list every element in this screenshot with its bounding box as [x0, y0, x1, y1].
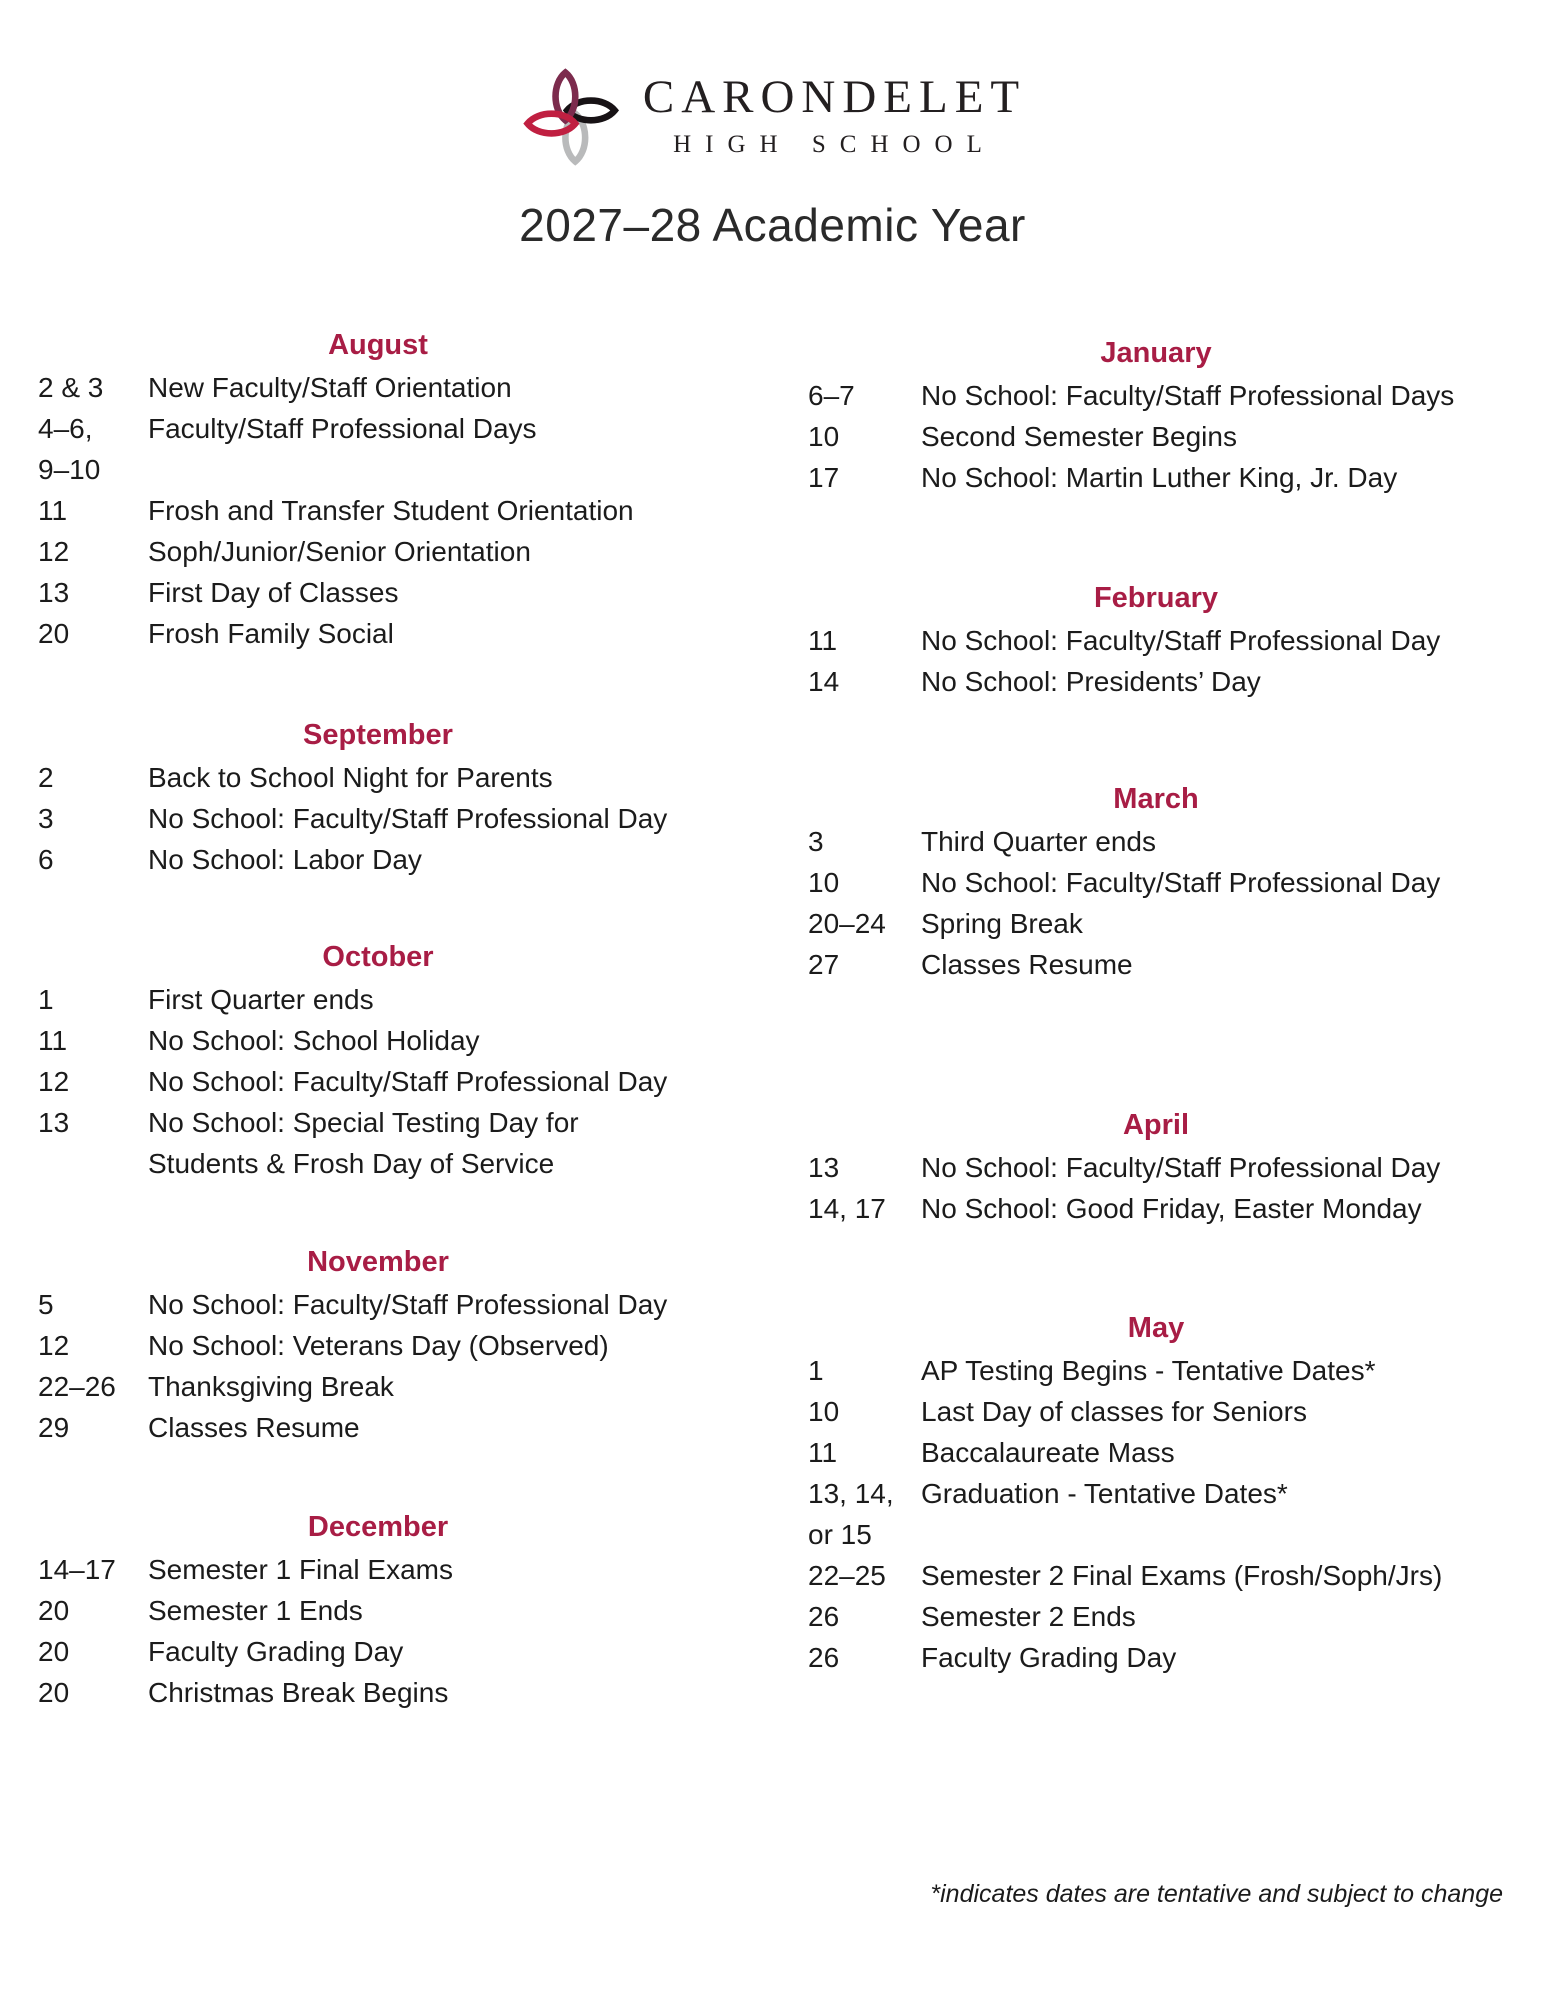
event-date: 1	[808, 1355, 824, 1386]
event-date: 10	[808, 867, 840, 898]
month-heading: November	[307, 1246, 449, 1278]
event-row	[38, 842, 678, 883]
event-row	[38, 1328, 678, 1369]
month-january	[808, 336, 1518, 501]
event-label: No School: Good Friday, Easter Monday	[921, 1193, 1422, 1224]
event-date: 27	[808, 949, 840, 980]
event-date: 26	[808, 1601, 840, 1632]
month-february	[808, 581, 1518, 705]
event-label: No School: Faculty/Staff Professional Day	[148, 1066, 668, 1097]
event-label: No School: Faculty/Staff Professional Day	[148, 1289, 668, 1320]
event-date: 3	[808, 826, 824, 857]
event-date: 12	[38, 1066, 70, 1097]
event-label: No School: Faculty/Staff Professional Days	[921, 380, 1455, 411]
month-april	[808, 1108, 1518, 1232]
event-label: Soph/Junior/Senior Orientation	[148, 536, 531, 567]
event-label: No School: Veterans Day (Observed)	[148, 1330, 609, 1361]
event-label: Classes Resume	[921, 949, 1133, 980]
event-date: 17	[808, 462, 840, 493]
event-row	[38, 1287, 678, 1328]
event-row	[38, 1552, 678, 1593]
event-row	[808, 1150, 1518, 1191]
event-label: No School: Faculty/Staff Professional Day	[921, 867, 1441, 898]
event-row	[808, 460, 1518, 501]
event-date: 1	[38, 984, 54, 1015]
event-date: 13, 14,	[808, 1478, 894, 1509]
event-label: No School: Faculty/Staff Professional Day	[921, 1152, 1441, 1183]
event-date: 11	[38, 495, 68, 526]
event-label: Third Quarter ends	[921, 826, 1156, 857]
event-date: 6–7	[808, 380, 855, 411]
event-label: No School: Faculty/Staff Professional Day	[148, 803, 668, 834]
event-label: No School: Special Testing Day for	[148, 1107, 579, 1138]
event-date: 9–10	[38, 454, 101, 485]
event-row	[38, 452, 678, 493]
event-label: Semester 1 Final Exams	[148, 1554, 453, 1585]
month-heading: May	[1127, 1312, 1185, 1344]
school-subtitle: HIGH SCHOOL	[673, 130, 996, 158]
event-row	[38, 493, 678, 534]
event-date: 20	[38, 1636, 70, 1667]
event-row	[808, 1353, 1518, 1394]
event-row	[38, 801, 678, 842]
event-row	[38, 760, 678, 801]
event-row	[808, 824, 1518, 865]
event-label: Back to School Night for Parents	[148, 762, 553, 793]
event-label: Second Semester Begins	[921, 421, 1237, 452]
event-label: Students & Frosh Day of Service	[148, 1148, 555, 1179]
event-row	[808, 1394, 1518, 1435]
event-row	[808, 1435, 1518, 1476]
event-label: Classes Resume	[148, 1412, 360, 1443]
month-november	[38, 1245, 678, 1451]
event-label: First Quarter ends	[148, 984, 374, 1015]
event-row	[808, 1558, 1518, 1599]
event-row	[808, 1517, 1518, 1558]
event-date: 3	[38, 803, 54, 834]
school-name: CARONDELET	[642, 70, 1027, 123]
event-label: Semester 2 Final Exams (Frosh/Soph/Jrs)	[921, 1560, 1443, 1591]
event-label: New Faculty/Staff Orientation	[148, 372, 512, 403]
tentative-dates-footnote: *indicates dates are tentative and subject to change	[930, 1880, 1503, 1908]
event-label: Semester 1 Ends	[148, 1595, 363, 1626]
logo-text	[643, 70, 1026, 159]
event-row	[38, 1675, 678, 1716]
event-row	[808, 1599, 1518, 1640]
month-december	[38, 1510, 678, 1716]
month-heading: February	[1093, 582, 1219, 614]
event-row	[38, 411, 678, 452]
event-row	[38, 534, 678, 575]
event-label: Faculty Grading Day	[921, 1642, 1177, 1673]
event-date: 26	[808, 1642, 840, 1673]
event-label: Baccalaureate Mass	[921, 1437, 1175, 1468]
event-date: 5	[38, 1289, 54, 1320]
event-date: 11	[808, 1437, 838, 1468]
event-label: Spring Break	[921, 908, 1083, 939]
event-date: 2	[38, 762, 54, 793]
event-label: No School: Faculty/Staff Professional Day	[921, 625, 1441, 656]
event-label: Frosh and Transfer Student Orientation	[148, 495, 634, 526]
event-label: No School: School Holiday	[148, 1025, 480, 1056]
event-label: No School: Martin Luther King, Jr. Day	[921, 462, 1398, 493]
month-august	[38, 328, 678, 657]
event-date: 11	[808, 625, 838, 656]
event-row	[38, 1593, 678, 1634]
event-date: 22–25	[808, 1560, 886, 1591]
event-label: Graduation - Tentative Dates*	[921, 1478, 1288, 1509]
event-label: Faculty Grading Day	[148, 1636, 404, 1667]
event-row	[808, 947, 1518, 988]
event-date: 20–24	[808, 908, 886, 939]
event-date: 2 & 3	[38, 372, 104, 403]
event-date: 6	[38, 844, 54, 875]
event-row	[38, 1410, 678, 1451]
event-row	[38, 1369, 678, 1410]
month-march	[808, 782, 1518, 988]
event-date: 12	[38, 1330, 70, 1361]
month-heading: December	[307, 1511, 449, 1543]
event-label: Semester 2 Ends	[921, 1601, 1136, 1632]
event-row	[38, 1146, 678, 1187]
event-date: 14, 17	[808, 1193, 886, 1224]
event-date: 4–6,	[38, 413, 93, 444]
event-date: 10	[808, 1396, 840, 1427]
event-row	[38, 370, 678, 411]
event-row	[808, 378, 1518, 419]
event-row	[38, 616, 678, 657]
event-row	[38, 1105, 678, 1146]
page-title: 2027–28 Academic Year	[519, 199, 1026, 251]
month-heading: September	[303, 719, 453, 751]
event-row	[808, 664, 1518, 705]
event-row	[38, 1064, 678, 1105]
event-label: Christmas Break Begins	[148, 1677, 449, 1708]
event-label: AP Testing Begins - Tentative Dates*	[921, 1355, 1376, 1386]
event-label: First Day of Classes	[148, 577, 399, 608]
event-date: 10	[808, 421, 840, 452]
month-heading: April	[1122, 1109, 1190, 1141]
month-heading: January	[1100, 337, 1212, 369]
event-row	[808, 906, 1518, 947]
event-date: 14	[808, 666, 840, 697]
event-row	[808, 419, 1518, 460]
event-date: 22–26	[38, 1371, 116, 1402]
event-date: 20	[38, 618, 70, 649]
logo-flower-icon	[519, 56, 621, 178]
month-heading: March	[1113, 783, 1199, 815]
month-may	[808, 1311, 1518, 1681]
event-date: 20	[38, 1595, 70, 1626]
event-date: 20	[38, 1677, 70, 1708]
event-label: Last Day of classes for Seniors	[921, 1396, 1307, 1427]
event-row	[808, 1640, 1518, 1681]
event-date: 14–17	[38, 1554, 116, 1585]
event-label: No School: Presidents’ Day	[921, 666, 1261, 697]
event-label: Frosh Family Social	[148, 618, 394, 649]
event-label: No School: Labor Day	[148, 844, 422, 875]
school-logo	[519, 56, 1026, 178]
event-row	[808, 865, 1518, 906]
event-date: 13	[38, 577, 70, 608]
event-row	[38, 982, 678, 1023]
event-row	[38, 1634, 678, 1675]
month-heading: August	[328, 329, 428, 361]
event-date: 13	[808, 1152, 840, 1183]
event-row	[808, 1191, 1518, 1232]
event-label: Thanksgiving Break	[148, 1371, 394, 1402]
month-heading: October	[322, 941, 434, 973]
event-label: Faculty/Staff Professional Days	[148, 413, 537, 444]
event-date: or 15	[808, 1519, 872, 1550]
event-date: 13	[38, 1107, 70, 1138]
event-row	[808, 623, 1518, 664]
event-date: 12	[38, 536, 70, 567]
event-date: 11	[38, 1025, 68, 1056]
event-row	[38, 1023, 678, 1064]
event-row	[808, 1476, 1518, 1517]
event-date: 29	[38, 1412, 70, 1443]
event-row	[38, 575, 678, 616]
month-september	[38, 718, 678, 883]
month-october	[38, 940, 678, 1187]
